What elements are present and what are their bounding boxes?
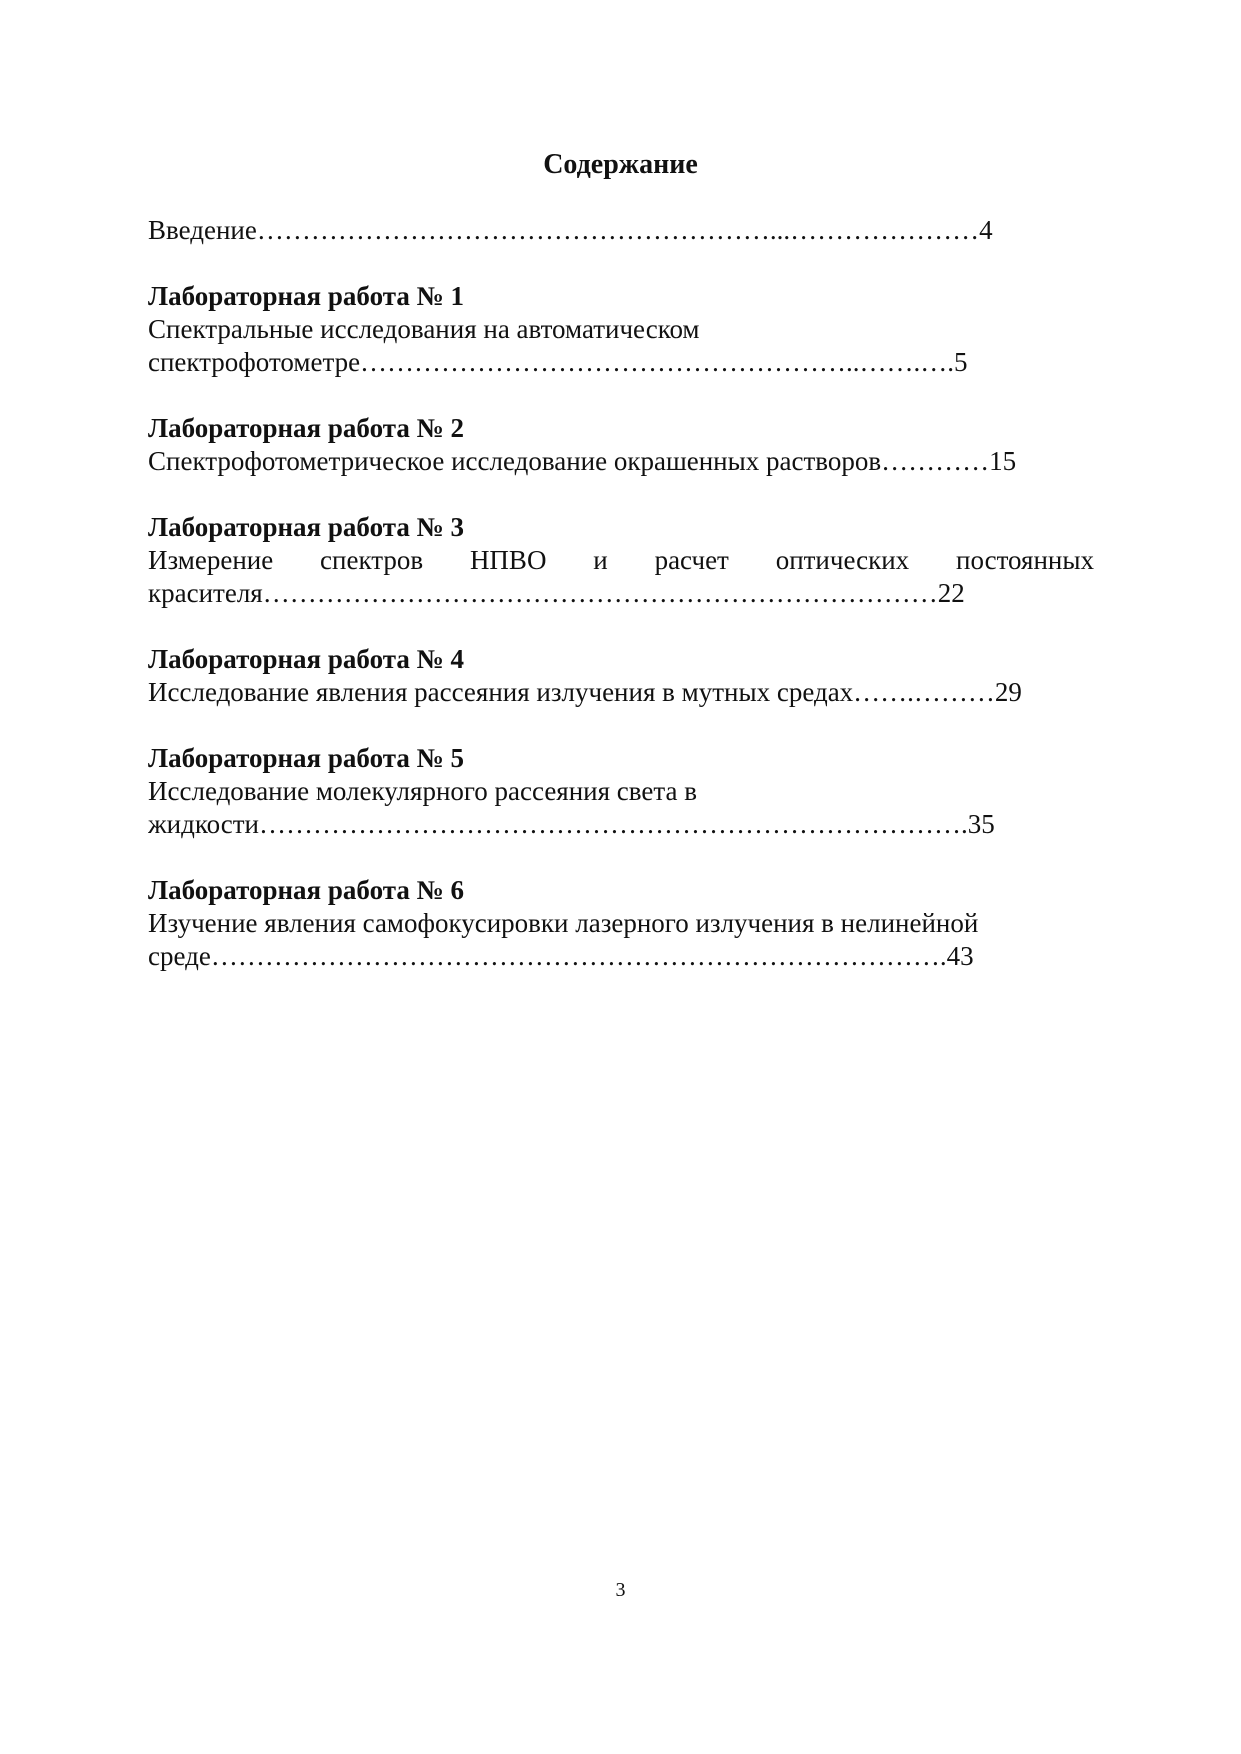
- toc-entry-heading: Лабораторная работа № 6: [148, 875, 464, 905]
- toc-entry-line: Изучение явления самофокусировки лазерного излучения в нелинейной: [148, 908, 979, 938]
- toc-entry-lab-5: [148, 742, 1094, 841]
- toc-entry-line: Спектральные исследования на автоматическом: [148, 314, 700, 344]
- toc-entry-line: Исследование явления рассеяния излучения в мутных средах…….………29: [148, 677, 1022, 707]
- toc-entry-heading: Лабораторная работа № 1: [148, 281, 464, 311]
- toc-entry-lab-6: [148, 874, 1094, 973]
- toc-entry-line: спектрофотометре………………………………………………..…….….5: [148, 347, 968, 377]
- toc-entry-line: среде……………………………………………………………………….43: [148, 941, 974, 971]
- toc-entry-lab-4: [148, 643, 1094, 709]
- toc-entry-line: Исследование молекулярного рассеяния света в: [148, 776, 697, 806]
- toc-entry-heading: Лабораторная работа № 5: [148, 743, 464, 773]
- toc-entry-intro: [148, 214, 1094, 247]
- toc-entry-lab-2: [148, 412, 1094, 478]
- toc-word: оптических: [775, 545, 910, 575]
- table-of-contents: [148, 214, 1094, 973]
- toc-entry-line: красителя…………………………………………………………………22: [148, 578, 965, 608]
- toc-word: Измерение: [148, 545, 274, 575]
- toc-word: постоянных: [956, 545, 1094, 575]
- toc-entry-heading: Лабораторная работа № 4: [148, 644, 464, 674]
- toc-entry-lab-3: [148, 511, 1094, 610]
- toc-word: и: [593, 545, 608, 575]
- toc-entry-justified-line: [148, 544, 1094, 577]
- page-number: 3: [615, 1579, 626, 1601]
- toc-entry-line: Спектрофотометрическое исследование окрашенных растворов…………15: [148, 446, 1017, 476]
- toc-entry-heading: Лабораторная работа № 3: [148, 512, 464, 542]
- toc-word: расчет: [654, 545, 729, 575]
- toc-word: спектров: [320, 545, 424, 575]
- toc-entry-line: Введение…………………………………………………...…………………4: [148, 215, 993, 245]
- toc-entry-heading: Лабораторная работа № 2: [148, 413, 464, 443]
- page-title: Содержание: [543, 149, 698, 180]
- toc-word: НПВО: [469, 545, 547, 575]
- toc-entry-lab-1: [148, 280, 1094, 379]
- toc-entry-line: жидкости…………………………………………………………………….35: [148, 809, 995, 839]
